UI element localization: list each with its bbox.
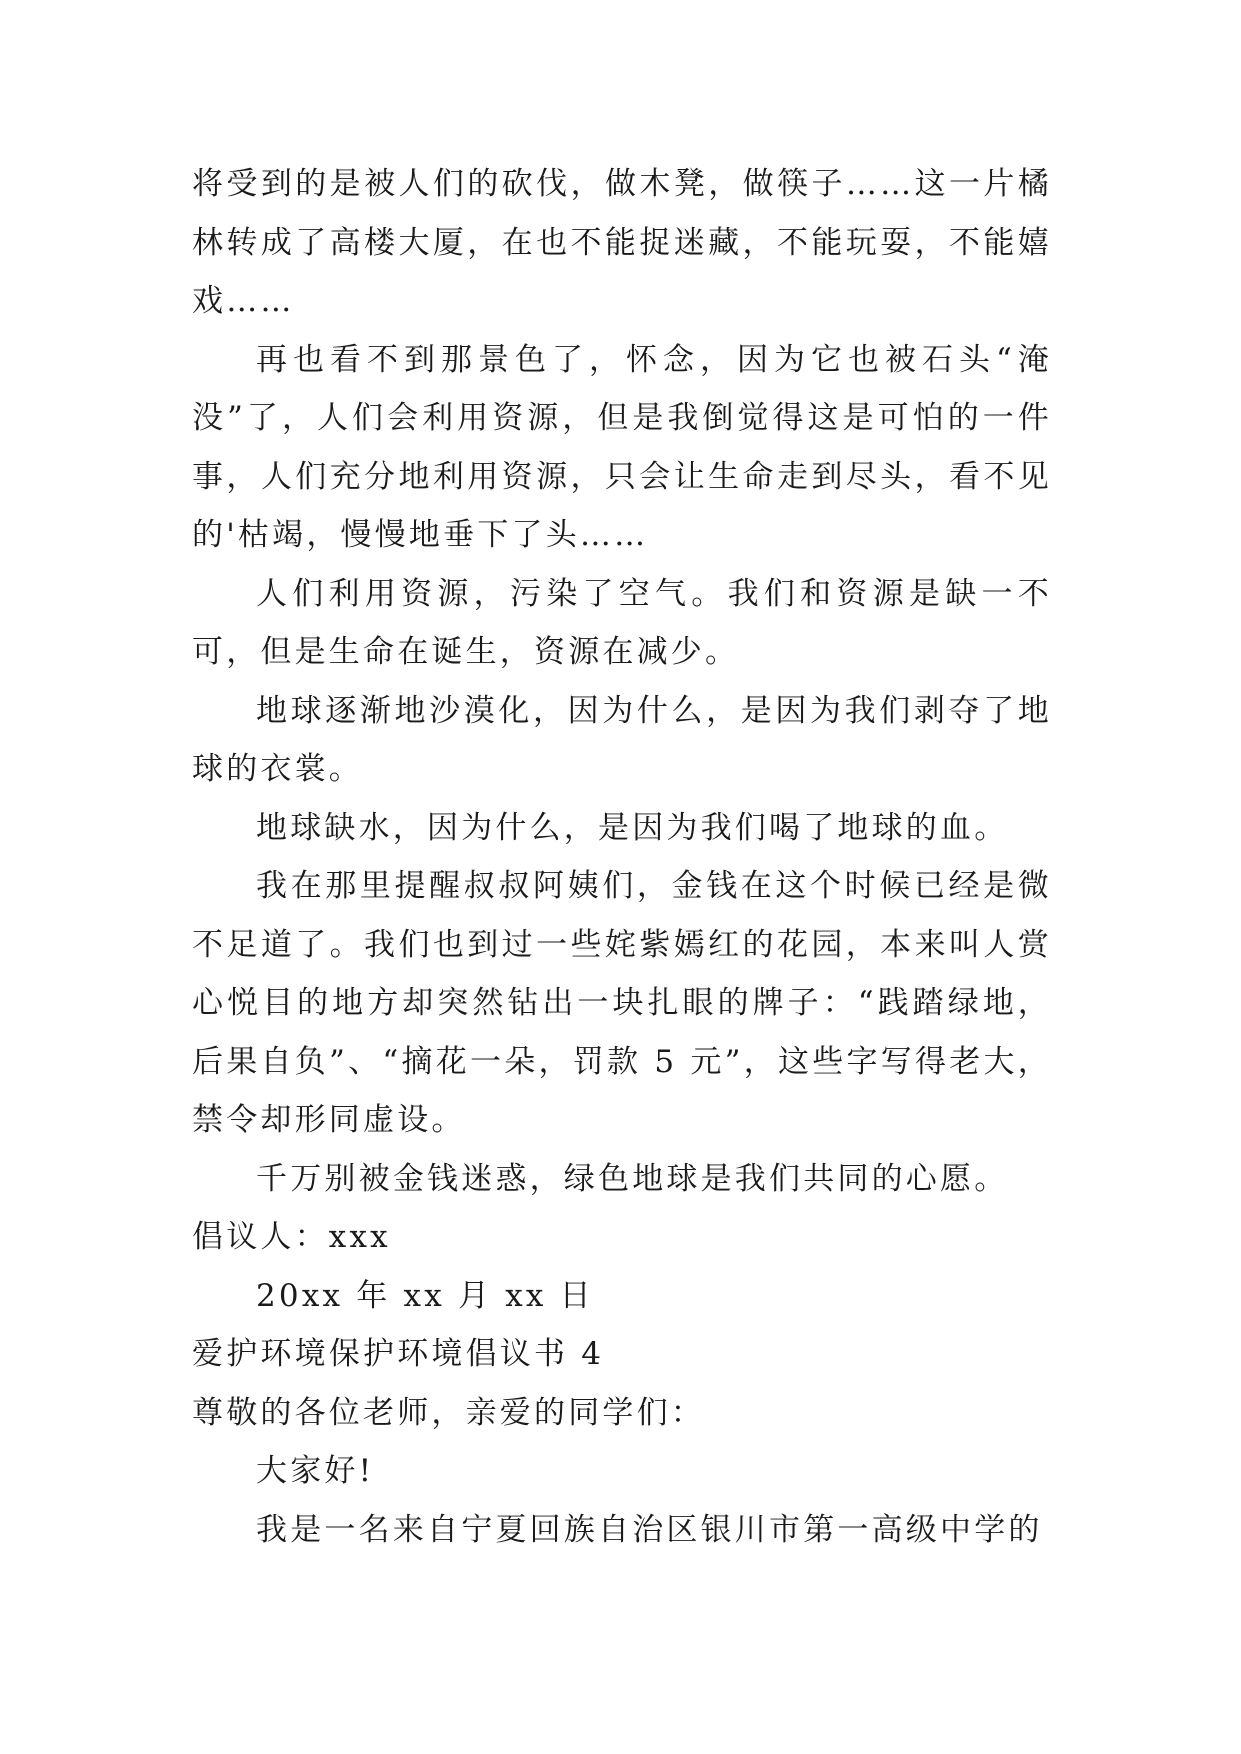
- section-title: 爱护环境保护环境倡议书 4: [192, 1336, 605, 1372]
- paragraph: 地球缺水，因为什么，是因为我们喝了地球的血。: [256, 809, 1009, 846]
- paragraph: 地球逐渐地沙漠化，因为什么，是因为我们剥夺了地球的衣裳。: [192, 692, 1052, 787]
- paragraph-intro: 我是一名来自宁夏回族自治区银川市第一高级中学的: [256, 1511, 1043, 1548]
- date-line: 20xx 年 xx 月 xx 日: [256, 1277, 594, 1314]
- paragraph: 我在那里提醒叔叔阿姨们，金钱在这个时候已经是微不足道了。我们也到过一些姹紫嫣红的花园，本来叫人赏心悦目的地方却突然钻出一块扎眼的牌子：“践踏绿地，后果自负”、“摘花一朵，罚款 5 元”，这些字写得老大，禁令却形同虚设。: [192, 868, 1052, 1138]
- signature-line: 倡议人：xxx: [192, 1219, 391, 1255]
- paragraph-continued: 将受到的是被人们的砍伐，做木凳，做筷子……这一片橘林转成了高楼大厦，在也不能捉迷藏，不能玩耍，不能嬉戏……: [192, 166, 1052, 319]
- paragraph: 再也看不到那景色了，怀念，因为它也被石头“淹没”了，人们会利用资源，但是我倒觉得这是可怕的一件事，人们充分地利用资源，只会让生命走到尽头，看不见的'枯竭，慢慢地垂下了头……: [192, 341, 1052, 553]
- document-body: [192, 155, 1052, 1559]
- salutation: 尊敬的各位老师，亲爱的同学们：: [192, 1394, 705, 1431]
- paragraph: 人们利用资源，污染了空气。我们和资源是缺一不可，但是生命在诞生，资源在减少。: [192, 575, 1052, 670]
- paragraph: 千万别被金钱迷惑，绿色地球是我们共同的心愿。: [256, 1160, 1009, 1197]
- greeting: 大家好!: [256, 1453, 375, 1489]
